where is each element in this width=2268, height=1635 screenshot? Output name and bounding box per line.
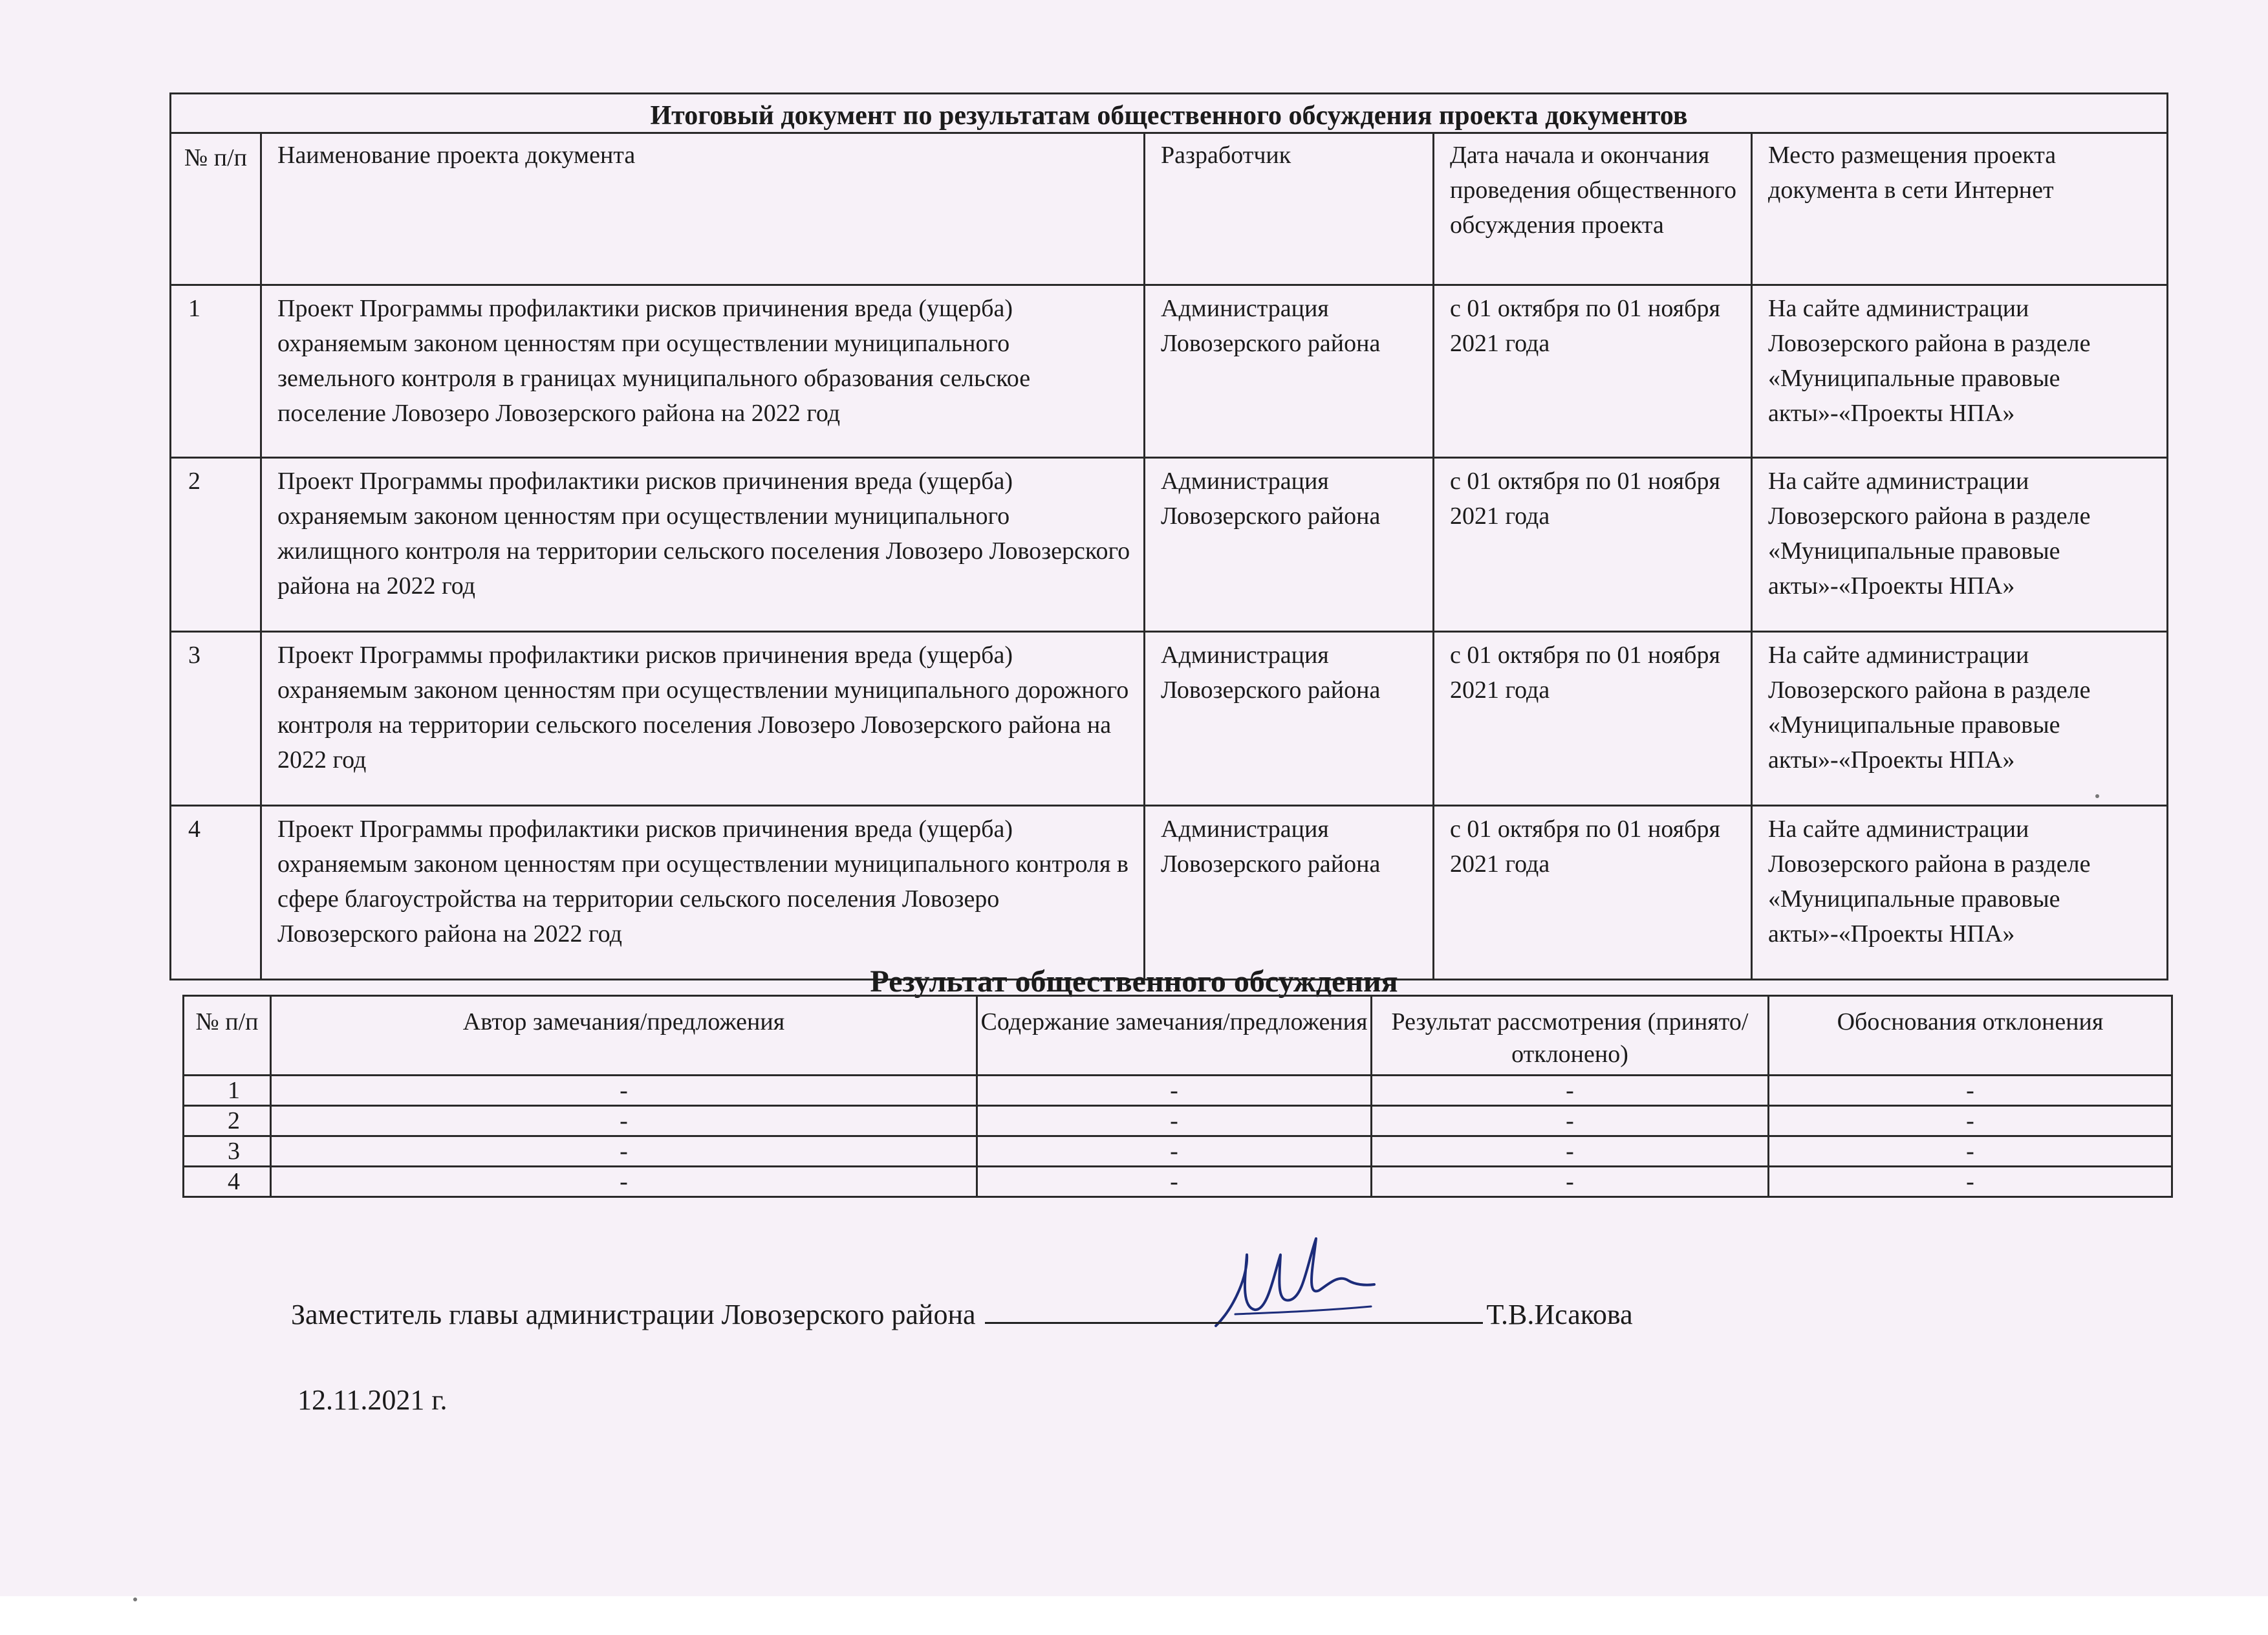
results-header-result: Результат рассмотрения (принято/отклонено)	[1372, 996, 1769, 1076]
results-row-reason: -	[1769, 1136, 2172, 1167]
results-row	[184, 1076, 2172, 1106]
results-row-reason: -	[1769, 1167, 2172, 1197]
header-num: № п/п	[171, 133, 261, 285]
table-row	[171, 285, 2168, 458]
row-place: На сайте администрации Ловозерского района в разделе «Муниципальные правовые акты»-«Проекты НПА»	[1752, 285, 2168, 458]
summary-table-title: Итоговый документ по результатам общественного обсуждения проекта документов	[171, 94, 2168, 133]
results-row-num: 1	[184, 1076, 271, 1106]
row-num: 4	[171, 806, 261, 980]
results-header-reason: Обоснования отклонения	[1769, 996, 2172, 1076]
results-row	[184, 1136, 2172, 1167]
results-row-author: -	[271, 1076, 977, 1106]
results-row-result: -	[1372, 1106, 1769, 1136]
row-place: На сайте администрации Ловозерского района в разделе «Муниципальные правовые акты»-«Проекты НПА»	[1752, 632, 2168, 806]
results-title: Результат общественного обсуждения	[870, 964, 1398, 999]
results-table	[182, 995, 2173, 1198]
results-row-num: 2	[184, 1106, 271, 1136]
document-date: 12.11.2021 г.	[297, 1384, 448, 1416]
row-dates: с 01 октября по 01 ноября 2021 года	[1434, 806, 1752, 980]
results-header-num: № п/п	[184, 996, 271, 1076]
row-developer: Администрация Ловозерского района	[1145, 632, 1434, 806]
row-name: Проект Программы профилактики рисков причинения вреда (ущерба) охраняемым законом ценностям при осуществлении муниципального земельного контроля в границах муниципального образования сельское поселение Ловозеро Ловозерского района на 2022 год	[261, 285, 1145, 458]
row-num: 2	[171, 458, 261, 632]
row-place: На сайте администрации Ловозерского района в разделе «Муниципальные правовые акты»-«Проекты НПА»	[1752, 458, 2168, 632]
row-name: Проект Программы профилактики рисков причинения вреда (ущерба) охраняемым законом ценностям при осуществлении муниципального дорожного контроля на территории сельского поселения Ловозеро Ловозерского района на 2022 год	[261, 632, 1145, 806]
summary-table-header-row	[171, 133, 2168, 285]
results-row-content: -	[977, 1167, 1372, 1197]
row-developer: Администрация Ловозерского района	[1145, 806, 1434, 980]
results-header-content: Содержание замечания/предложения	[977, 996, 1372, 1076]
header-name: Наименование проекта документа	[261, 133, 1145, 285]
results-row-result: -	[1372, 1076, 1769, 1106]
row-name: Проект Программы профилактики рисков причинения вреда (ущерба) охраняемым законом ценностям при осуществлении муниципального контроля в сфере благоустройства на территории сельского поселения Ловозеро Ловозерского района на 2022 год	[261, 806, 1145, 980]
row-developer: Администрация Ловозерского района	[1145, 285, 1434, 458]
row-developer: Администрация Ловозерского района	[1145, 458, 1434, 632]
results-row-reason: -	[1769, 1076, 2172, 1106]
results-row-reason: -	[1769, 1106, 2172, 1136]
results-row	[184, 1106, 2172, 1136]
summary-table-title-row	[171, 94, 2168, 133]
signature-blank	[985, 1294, 1483, 1324]
results-header-author: Автор замечания/предложения	[271, 996, 977, 1076]
results-row-content: -	[977, 1136, 1372, 1167]
row-name: Проект Программы профилактики рисков причинения вреда (ущерба) охраняемым законом ценностям при осуществлении муниципального жилищного контроля на территории сельского поселения Ловозеро Ловозерского района на 2022 год	[261, 458, 1145, 632]
header-place: Место размещения проекта документа в сети Интернет	[1752, 133, 2168, 285]
results-row-author: -	[271, 1167, 977, 1197]
results-row-author: -	[271, 1106, 977, 1136]
signatory-position: Заместитель главы администрации Ловозерского района	[291, 1299, 976, 1330]
results-row-content: -	[977, 1076, 1372, 1106]
row-dates: с 01 октября по 01 ноября 2021 года	[1434, 458, 1752, 632]
scan-speck	[2095, 794, 2099, 798]
results-row-content: -	[977, 1106, 1372, 1136]
signatory-name: Т.В.Исакова	[1486, 1299, 1633, 1330]
results-row-num: 3	[184, 1136, 271, 1167]
row-num: 3	[171, 632, 261, 806]
results-row-author: -	[271, 1136, 977, 1167]
results-row	[184, 1167, 2172, 1197]
results-row-result: -	[1372, 1136, 1769, 1167]
table-row	[171, 458, 2168, 632]
table-row	[171, 806, 2168, 980]
row-dates: с 01 октября по 01 ноября 2021 года	[1434, 285, 1752, 458]
signature-line	[291, 1294, 1633, 1334]
header-developer: Разработчик	[1145, 133, 1434, 285]
table-row	[171, 632, 2168, 806]
summary-table	[169, 92, 2168, 980]
row-place: На сайте администрации Ловозерского района в разделе «Муниципальные правовые акты»-«Проекты НПА»	[1752, 806, 2168, 980]
results-row-num: 4	[184, 1167, 271, 1197]
page-bottom-edge	[0, 1596, 2268, 1635]
scan-speck	[133, 1597, 137, 1601]
header-dates: Дата начала и окончания проведения общественного обсуждения проекта	[1434, 133, 1752, 285]
results-row-result: -	[1372, 1167, 1769, 1197]
row-num: 1	[171, 285, 261, 458]
results-header-row	[184, 996, 2172, 1076]
row-dates: с 01 октября по 01 ноября 2021 года	[1434, 632, 1752, 806]
